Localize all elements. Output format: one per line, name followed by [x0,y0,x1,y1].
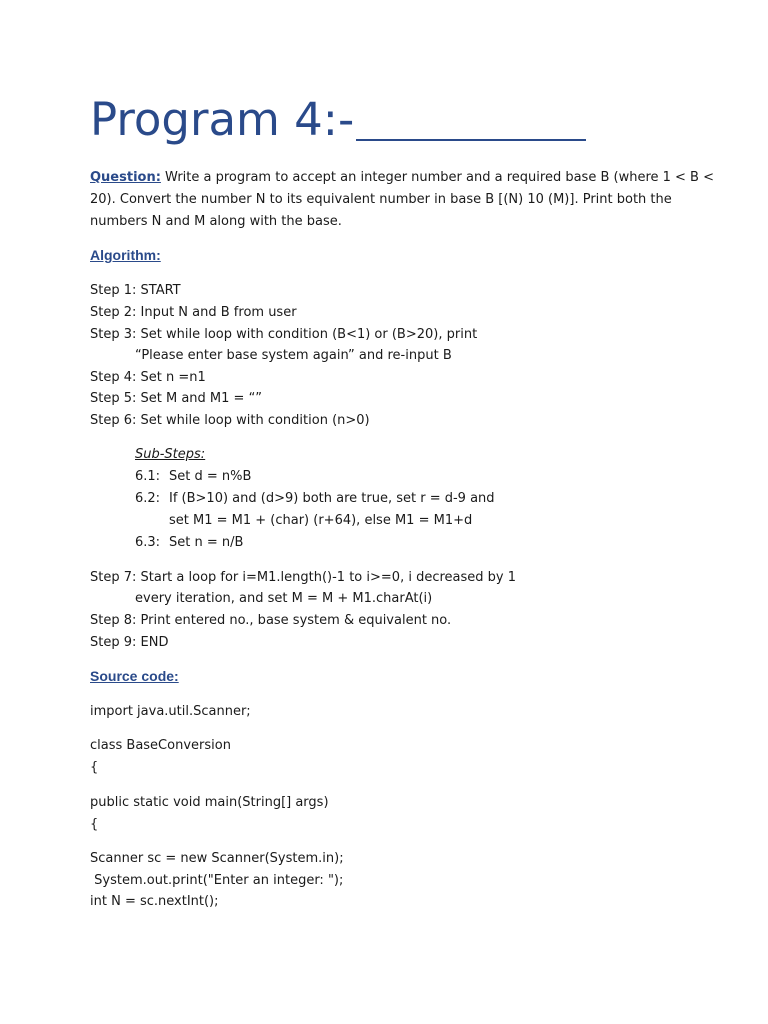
substep-number: 6.3: [135,535,161,550]
substep-6-2 [135,489,495,509]
substep-6-3 [135,533,243,553]
step-9: Step 9: END [90,635,169,650]
step-7: Step 7: Start a loop for i=M1.length()-1 to i>=0, i decreased by 1 [90,570,516,585]
question-line-1 [90,168,714,188]
substeps-heading: Sub-Steps: [135,447,206,462]
code-line: import java.util.Scanner; [90,704,251,719]
question-label: Question: [90,170,161,185]
substep-6-1 [135,467,251,487]
page-title: Program 4:- [90,93,355,146]
algorithm-heading: Algorithm: [90,247,161,263]
step-4: Step 4: Set n =n1 [90,370,206,385]
question-line-2: 20). Convert the number N to its equivalent number in base B [(N) 10 (M)]. Print both the [90,192,672,207]
step-5: Step 5: Set M and M1 = “” [90,391,263,406]
substep-number: 6.2: [135,491,161,506]
code-line: { [90,817,99,832]
title-underline [356,139,586,141]
code-line: int N = sc.nextInt(); [90,894,219,909]
code-line: class BaseConversion [90,738,231,753]
code-line: { [90,760,99,775]
step-7-continued: every iteration, and set M = M + M1.charAt(i) [135,591,433,606]
step-3: Step 3: Set while loop with condition (B<1) or (B>20), print [90,327,478,342]
step-8: Step 8: Print entered no., base system & equivalent no. [90,613,452,628]
code-line: System.out.print("Enter an integer: "); [90,873,344,888]
step-1: Step 1: START [90,283,181,298]
code-line: Scanner sc = new Scanner(System.in); [90,851,344,866]
step-6: Step 6: Set while loop with condition (n>0) [90,413,370,428]
step-2: Step 2: Input N and B from user [90,305,297,320]
question-text-1: Write a program to accept an integer number and a required base B (where 1 < B < [160,170,714,185]
substep-text: If (B>10) and (d>9) both are true, set r = d-9 and [169,491,495,506]
substep-text: Set d = n%B [169,469,252,484]
substep-text: Set n = n/B [169,535,244,550]
substep-number: 6.1: [135,469,161,484]
step-3-continued: “Please enter base system again” and re-input B [135,348,452,363]
code-line: public static void main(String[] args) [90,795,329,810]
source-code-heading: Source code: [90,668,179,684]
question-line-3: numbers N and M along with the base. [90,214,342,229]
substep-6-2-continued: set M1 = M1 + (char) (r+64), else M1 = M1+d [169,513,473,528]
